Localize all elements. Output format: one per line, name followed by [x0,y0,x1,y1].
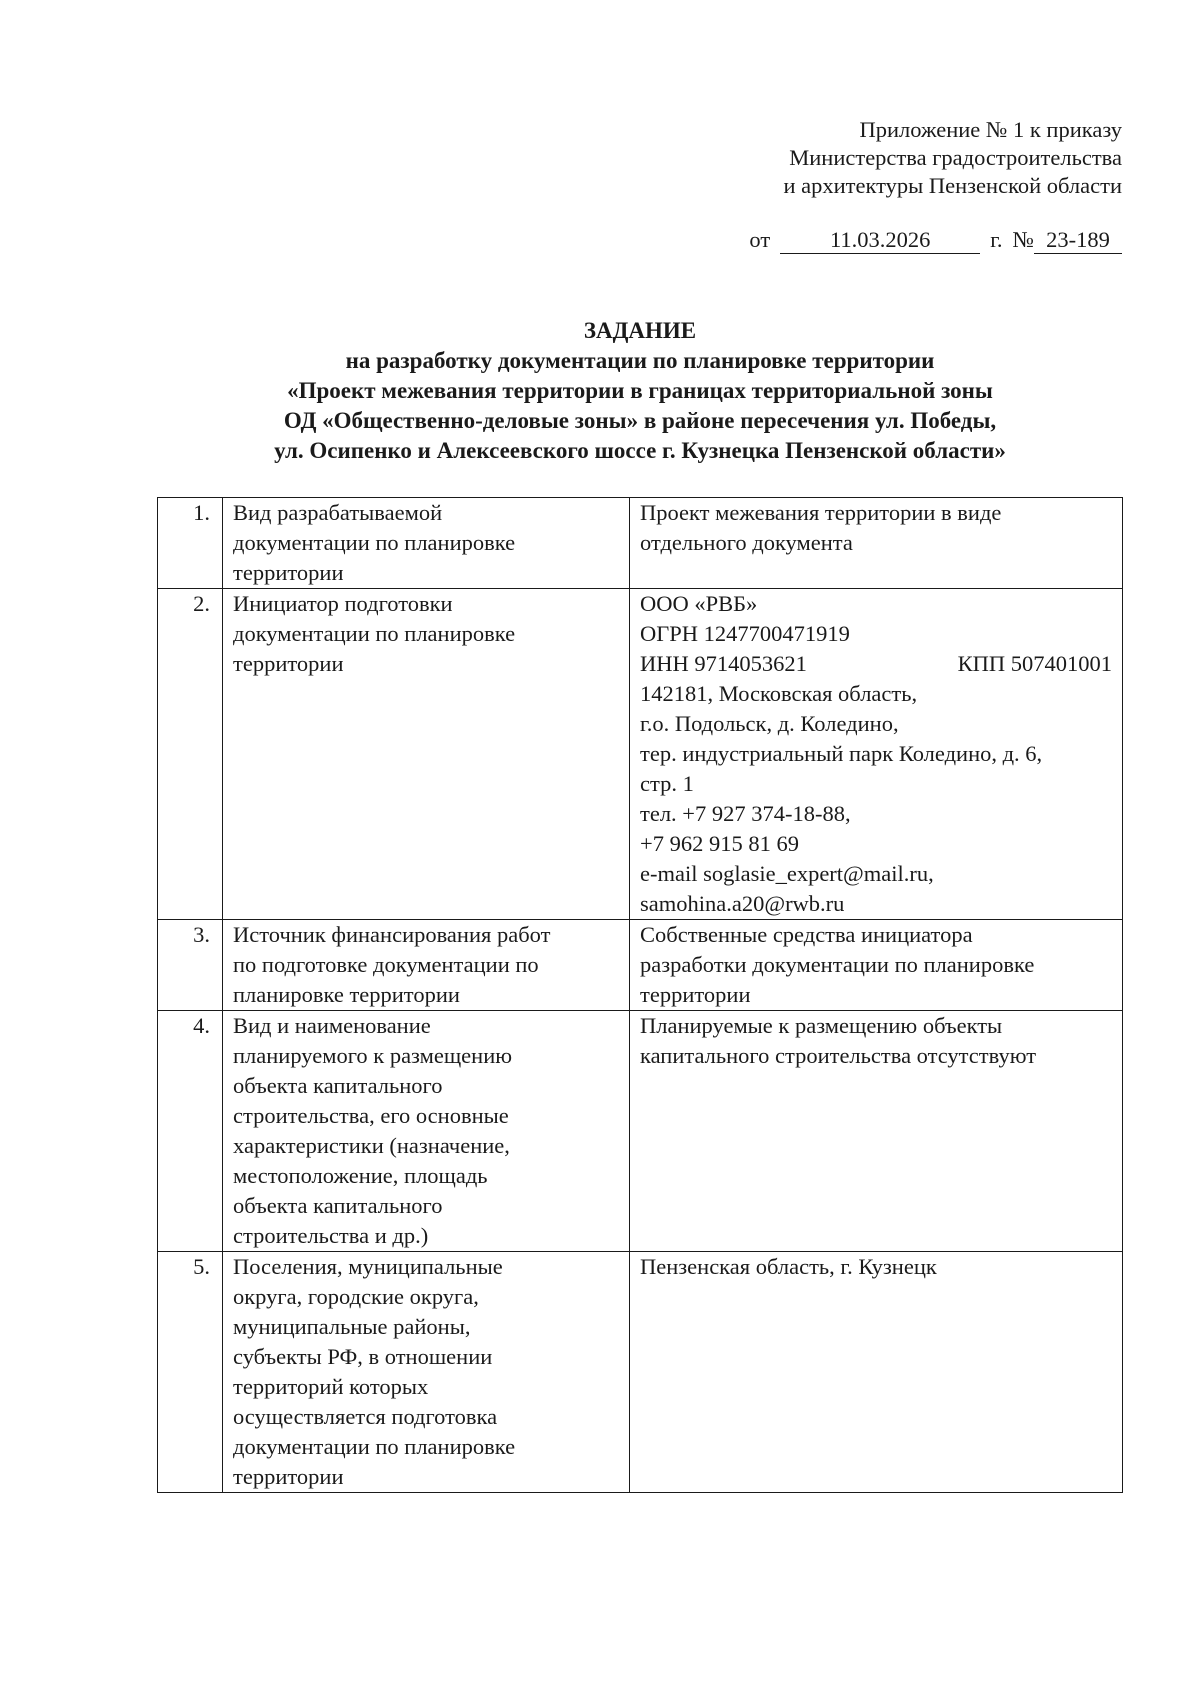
order-number: 23-189 [1034,227,1122,254]
label-line: объекта капитального [233,1193,443,1218]
value-line: разработки документации по планировке [640,952,1035,977]
title-line: ОД «Общественно-деловые зоны» в районе пересечения ул. Победы, [283,408,997,433]
document-title [100,316,1180,466]
table-row [158,920,1123,1011]
title-line: на разработку документации по планировке территории [345,348,935,373]
annex-reference [783,116,1122,200]
label-line: муниципальные районы, [233,1314,471,1339]
value-line: тел. +7 927 374-18-88, [640,801,851,826]
label-line: характеристики (назначение, [233,1133,510,1158]
label-line: Вид разрабатываемой [233,500,443,525]
label-line: планировке территории [233,982,460,1007]
annex-line: и архитектуры Пензенской области [783,173,1122,198]
email-line: samohina.a20@rwb.ru [640,891,845,916]
value-line: территории [640,982,751,1007]
row-number: 5. [158,1252,223,1493]
label-line: территории [233,1464,344,1489]
title-line: ул. Осипенко и Алексеевского шоссе г. Кузнецка Пензенской области» [274,438,1006,463]
label-line: Инициатор подготовки [233,591,453,616]
label-line: субъекты РФ, в отношении [233,1344,493,1369]
order-year-abbr: г. [990,227,1003,252]
row-number: 1. [158,498,223,589]
kpp-value: КПП 507401001 [957,651,1112,676]
table-row [158,589,1123,920]
order-date-number [749,226,1122,254]
label-line: территории [233,560,344,585]
row-label [223,589,630,920]
label-line: территорий которых [233,1374,429,1399]
title-heading: ЗАДАНИЕ [583,318,697,343]
value-line: +7 962 915 81 69 [640,831,799,856]
row-number: 2. [158,589,223,920]
row-number: 3. [158,920,223,1011]
annex-line: Приложение № 1 к приказу [859,117,1122,142]
label-line: документации по планировке [233,621,516,646]
row-label [223,498,630,589]
email-line: e-mail soglasie_expert@mail.ru, [640,861,934,886]
inn-value: ИНН 9714053621 [640,651,807,676]
order-from-label: от [749,227,771,252]
label-line: округа, городские округа, [233,1284,479,1309]
order-date: 11.03.2026 [780,227,980,254]
row-label [223,1252,630,1493]
value-line: Собственные средства инициатора [640,922,973,947]
row-value [630,1011,1123,1252]
value-line: отдельного документа [640,530,853,555]
label-line: строительства, его основные [233,1103,509,1128]
task-table [157,497,1123,1493]
label-line: Вид и наименование [233,1013,431,1038]
row-value [630,1252,1123,1493]
value-line: Пензенская область, г. Кузнецк [640,1254,937,1279]
row-label [223,1011,630,1252]
value-line: ООО «РВБ» [640,591,758,616]
value-line: ОГРН 1247700471919 [640,621,850,646]
label-line: местоположение, площадь [233,1163,488,1188]
label-line: Поселения, муниципальные [233,1254,503,1279]
row-number: 4. [158,1011,223,1252]
label-line: территории [233,651,344,676]
order-number-label: № [1012,227,1034,252]
title-line: «Проект межевания территории в границах территориальной зоны [287,378,993,403]
label-line: строительства и др.) [233,1223,429,1248]
row-label [223,920,630,1011]
annex-line: Министерства градостроительства [789,145,1122,170]
inn-kpp-line [640,649,1112,679]
table-row [158,1011,1123,1252]
label-line: документации по планировке [233,530,516,555]
label-line: Источник финансирования работ [233,922,551,947]
label-line: планируемого к размещению [233,1043,513,1068]
label-line: документации по планировке [233,1434,516,1459]
value-line: Планируемые к размещению объекты [640,1013,1003,1038]
value-line: тер. индустриальный парк Коледино, д. 6, [640,741,1043,766]
table-row [158,498,1123,589]
label-line: осуществляется подготовка [233,1404,498,1429]
row-value [630,589,1123,920]
table-row [158,1252,1123,1493]
label-line: по подготовке документации по [233,952,539,977]
value-line: 142181, Московская область, [640,681,918,706]
row-value [630,498,1123,589]
value-line: стр. 1 [640,771,694,796]
row-value [630,920,1123,1011]
label-line: объекта капитального [233,1073,443,1098]
value-line: г.о. Подольск, д. Коледино, [640,711,899,736]
value-line: капитального строительства отсутствуют [640,1043,1037,1068]
value-line: Проект межевания территории в виде [640,500,1002,525]
